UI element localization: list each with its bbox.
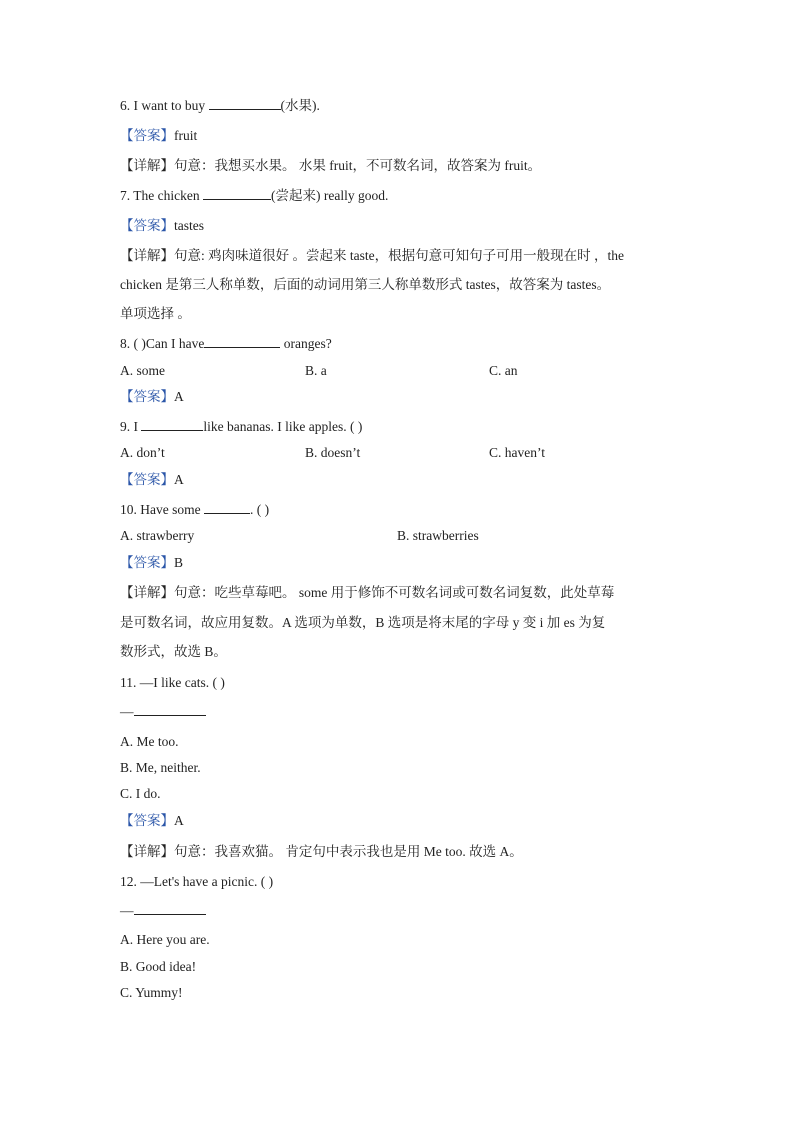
q12-dash: —: [120, 903, 134, 918]
q9-blank: [141, 418, 203, 431]
q6-answer-line: [120, 127, 197, 145]
q9-option-c: C. haven’t: [489, 445, 545, 460]
q11-option-c: C. I do.: [120, 786, 161, 801]
q11-detail: 句意：我喜欢猫。 肯定句中表示我也是用 Me too. 故选 A。: [174, 844, 523, 859]
q12-blank: [134, 902, 206, 915]
q7-post: (尝起来) really good.: [270, 188, 389, 203]
q12-option-c: C. Yummy!: [120, 985, 183, 1000]
q11-answer-line: [120, 812, 184, 830]
q8-answer-line: [120, 388, 184, 406]
q8-post: oranges?: [280, 336, 332, 351]
q11-response-line: [120, 703, 206, 721]
q7-detail-line-2: chicken 是第三人称单数，后面的动词用第三人称单数形式 tastes，故答案为 tastes。: [120, 277, 611, 292]
q6-answer: fruit: [174, 128, 198, 143]
q7-detail-line-1: [120, 247, 624, 265]
detail-label: 【详解】: [120, 158, 174, 173]
q10-detail-line-2: 是可数名词，故应用复数。A 选项为单数，B 选项是将末尾的字母 y 变 i 加 es 为复: [120, 615, 606, 630]
q7-stem: [120, 187, 388, 205]
q6-pre: 6. I want to buy: [120, 98, 209, 113]
detail-label: 【详解】: [120, 585, 174, 600]
q9-answer: A: [174, 472, 184, 487]
q8-option-c: C. an: [489, 363, 518, 378]
q10-detail-line-1: [120, 584, 614, 602]
q8-option-b: B. a: [305, 363, 327, 378]
q9-post: like bananas. I like apples. ( ): [203, 419, 363, 434]
answer-label: 【答案】: [120, 389, 174, 404]
q10-blank: [204, 501, 250, 514]
q10-detail-line-3: 数形式，故选 B。: [120, 644, 227, 659]
q11-stem: 11. —I like cats. ( ): [120, 675, 225, 690]
answer-label: 【答案】: [120, 472, 174, 487]
detail-label: 【详解】: [120, 248, 174, 263]
q11-blank: [134, 703, 206, 716]
q8-option-a: A. some: [120, 363, 165, 378]
q7-pre: 7. The chicken: [120, 188, 203, 203]
q9-stem: [120, 418, 362, 436]
q9-option-b: B. doesn’t: [305, 445, 361, 460]
q7-answer-line: [120, 217, 204, 235]
q9-option-a: A. don’t: [120, 445, 165, 460]
detail-label: 【详解】: [120, 844, 174, 859]
q7-answer: tastes: [174, 218, 204, 233]
q10-answer-line: [120, 554, 183, 572]
q11-detail-line: [120, 843, 523, 861]
answer-label: 【答案】: [120, 813, 174, 828]
q11-option-a: A. Me too.: [120, 734, 179, 749]
q12-response-line: [120, 902, 206, 920]
q7-blank: [203, 187, 271, 200]
q11-option-b: B. Me, neither.: [120, 760, 201, 775]
q9-pre: 9. I: [120, 419, 142, 434]
q12-stem: 12. —Let's have a picnic. ( ): [120, 874, 274, 889]
q8-answer: A: [174, 389, 184, 404]
q7-detail-1: 句意: 鸡肉味道很好 。尝起来 taste，根据句意可知句子可用一般现在时 ，the: [174, 248, 624, 263]
q9-answer-line: [120, 471, 184, 489]
answer-label: 【答案】: [120, 555, 174, 570]
q10-option-a: A. strawberry: [120, 528, 195, 543]
q8-blank: [204, 335, 280, 348]
q8-pre: 8. ( )Can I have: [120, 336, 205, 351]
q6-stem: [120, 97, 320, 115]
answer-label: 【答案】: [120, 128, 174, 143]
q12-option-b: B. Good idea!: [120, 959, 197, 974]
section-heading: 单项选择 。: [120, 306, 191, 321]
q11-dash: —: [120, 704, 134, 719]
q11-answer: A: [174, 813, 184, 828]
q6-detail: 句意：我想买水果。 水果 fruit，不可数名词，故答案为 fruit。: [174, 158, 542, 173]
q10-answer: B: [174, 555, 184, 570]
q10-stem: [120, 501, 269, 519]
q12-option-a: A. Here you are.: [120, 932, 210, 947]
answer-label: 【答案】: [120, 218, 174, 233]
q10-post: . ( ): [249, 502, 270, 517]
q10-detail-1: 句意：吃些草莓吧。 some 用于修饰不可数名词或可数名词复数，此处草莓: [174, 585, 615, 600]
q6-detail-line: [120, 157, 541, 175]
q6-post: (水果).: [280, 98, 320, 113]
q10-pre: 10. Have some: [120, 502, 204, 517]
q6-blank: [209, 97, 281, 110]
q10-option-b: B. strawberries: [397, 528, 479, 543]
q8-stem: [120, 335, 332, 353]
